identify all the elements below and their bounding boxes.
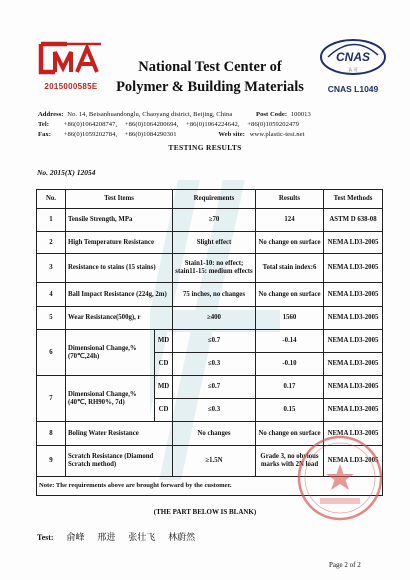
- row-no: 1: [37, 209, 66, 232]
- table-row: [37, 330, 383, 353]
- row-method: NEMA LD3-2005: [324, 283, 383, 307]
- row-no: 2: [37, 232, 66, 254]
- table-header-row: [37, 190, 383, 209]
- svg-text:认 可: 认 可: [348, 67, 358, 72]
- row-requirement: ≤0.3: [173, 399, 256, 422]
- fax-1: +86(0)1059202784,: [63, 131, 118, 138]
- row-no: 7: [37, 376, 66, 422]
- center-title-line2: Polymer & Building Materials: [116, 79, 304, 95]
- row-method: NEMA LD3-2005: [324, 399, 383, 422]
- table-row: [37, 422, 383, 446]
- row-result: No change on surface: [256, 422, 324, 446]
- row-result: Total stain index:6: [256, 254, 324, 283]
- row-requirement: No changes: [173, 422, 256, 446]
- table-row: [37, 232, 383, 254]
- header-results: Results: [256, 190, 324, 209]
- cnas-logo: [318, 37, 388, 97]
- address-value: No. 14, Beisanhuandonglu, Chaoyang district, Beijing, China: [67, 111, 233, 118]
- table-row: [37, 283, 383, 307]
- row-item: Boling Water Resistance: [66, 422, 173, 446]
- cnas-code: CNAS L1049: [327, 84, 379, 94]
- row-requirement: ≤0.3: [173, 353, 256, 376]
- row-item: Resistance to stains (15 stains): [66, 254, 173, 283]
- page-number: Page 2 of 2: [329, 561, 361, 569]
- center-title-line1: National Test Center of: [138, 59, 282, 75]
- row-result: No change on surface: [256, 232, 324, 254]
- row-sub-cd: CD: [155, 353, 173, 376]
- cma-mark-icon: [37, 38, 105, 82]
- svg-text:CNAS: CNAS: [335, 50, 371, 64]
- tester-signatures: [37, 530, 205, 543]
- row-item: Ball Impact Resistance (224g, 2m): [66, 283, 173, 307]
- row-result: Grade 3, no obvious marks with 2N load: [256, 446, 324, 477]
- row-item: High Temperature Resistance: [66, 232, 173, 254]
- row-method: NEMA LD3-2005: [324, 422, 383, 446]
- cma-logo: [37, 38, 105, 98]
- row-requirement: 75 inches, no changes: [173, 283, 256, 307]
- row-method: NEMA LD3-2005: [324, 232, 383, 254]
- row-result: 0.15: [256, 399, 324, 422]
- row-item: Tensile Strength, MPa: [66, 209, 173, 232]
- row-result: -0.10: [256, 353, 324, 376]
- header-no: No.: [37, 190, 66, 209]
- tester-name: 俞峰: [66, 533, 85, 543]
- row-requirement: ≥400: [173, 307, 256, 330]
- website-label: Web site:: [218, 131, 245, 138]
- tester-name: 林蔚然: [168, 533, 196, 543]
- fax-2: +86(0)1084290301: [124, 131, 177, 138]
- row-sub-md: MD: [155, 330, 173, 353]
- row-no: 6: [37, 330, 66, 376]
- row-result: 0.17: [256, 376, 324, 399]
- row-method: NEMA LD3-2005: [324, 307, 383, 330]
- tel-row: [38, 121, 299, 128]
- row-result: 1560: [256, 307, 324, 330]
- header-test-methods: Test Methods: [324, 190, 383, 209]
- tester-name: 张壮飞: [128, 533, 156, 543]
- row-no: 4: [37, 283, 66, 307]
- postcode-value: 100013: [290, 111, 311, 118]
- row-method: NEMA LD3-2005: [324, 353, 383, 376]
- tel-1: +86(0)1064208747,: [63, 121, 118, 128]
- results-table: [36, 189, 383, 496]
- table-row: [37, 254, 383, 283]
- row-no: 5: [37, 307, 66, 330]
- header-requirements: Requirements: [173, 190, 256, 209]
- cnas-mark-icon: [318, 37, 388, 83]
- row-method: NEMA LD3-2005: [324, 376, 383, 399]
- row-method: NEMA LD3-2005: [324, 254, 383, 283]
- fax-label: Fax:: [38, 131, 52, 138]
- tester-name: 邢进: [97, 533, 116, 543]
- tel-4: +86(0)1059202479: [247, 121, 299, 128]
- row-result: -0.14: [256, 330, 324, 353]
- postcode-label: Post Code:: [256, 111, 288, 118]
- row-requirement: Stain1-10: no effect; stain11-15: medium effects: [173, 254, 256, 283]
- tel-label: Tel:: [38, 121, 49, 128]
- table-note-row: [37, 477, 383, 496]
- report-number: No. 2015(X) 12054: [37, 168, 96, 177]
- row-item: Wear Resistance(500g), r: [66, 307, 173, 330]
- row-result: 124: [256, 209, 324, 232]
- row-sub-cd: CD: [155, 399, 173, 422]
- row-requirement: ≤0.7: [173, 330, 256, 353]
- row-requirement: ≥1.5N: [173, 446, 256, 477]
- address-row: [38, 111, 311, 118]
- table-row: [37, 446, 383, 477]
- row-sub-md: MD: [155, 376, 173, 399]
- website-value: www.plastic-test.net: [249, 131, 305, 138]
- address-label: Address:: [38, 111, 64, 118]
- row-requirement: ≥70: [173, 209, 256, 232]
- test-label: Test:: [37, 533, 54, 542]
- row-item: Dimensional Change,%(70℃,24h): [66, 330, 155, 376]
- part-below-blank: (THE PART BELOW IS BLANK): [153, 508, 257, 516]
- row-requirement: ≤0.7: [173, 376, 256, 399]
- row-no: 9: [37, 446, 66, 477]
- testing-results-title: TESTING RESULTS: [168, 143, 242, 152]
- row-requirement: Slight effect: [173, 232, 256, 254]
- row-no: 8: [37, 422, 66, 446]
- cma-code: 2015000585E: [44, 82, 98, 91]
- table-row: [37, 209, 383, 232]
- row-result: No change on surface: [256, 283, 324, 307]
- tel-2: +86(0)1064200694,: [124, 121, 179, 128]
- fax-row: [38, 131, 304, 138]
- header-test-items: Test Items: [66, 190, 173, 209]
- row-method: NEMA LD3-2005: [324, 446, 383, 477]
- row-no: 3: [37, 254, 66, 283]
- row-method: ASTM D 638-08: [324, 209, 383, 232]
- tel-3: +86(0)1064224642,: [186, 121, 240, 128]
- requirements-note: Note: The requirements above are brought forward by the customer.: [37, 477, 383, 496]
- table-row: [37, 376, 383, 399]
- row-method: NEMA LD3-2005: [324, 330, 383, 353]
- table-row: [37, 307, 383, 330]
- row-item: Dimensional Change,% (40℃, RH90%, 7d): [66, 376, 155, 422]
- row-item: Scratch Resistance (Diamond Scratch method): [66, 446, 173, 477]
